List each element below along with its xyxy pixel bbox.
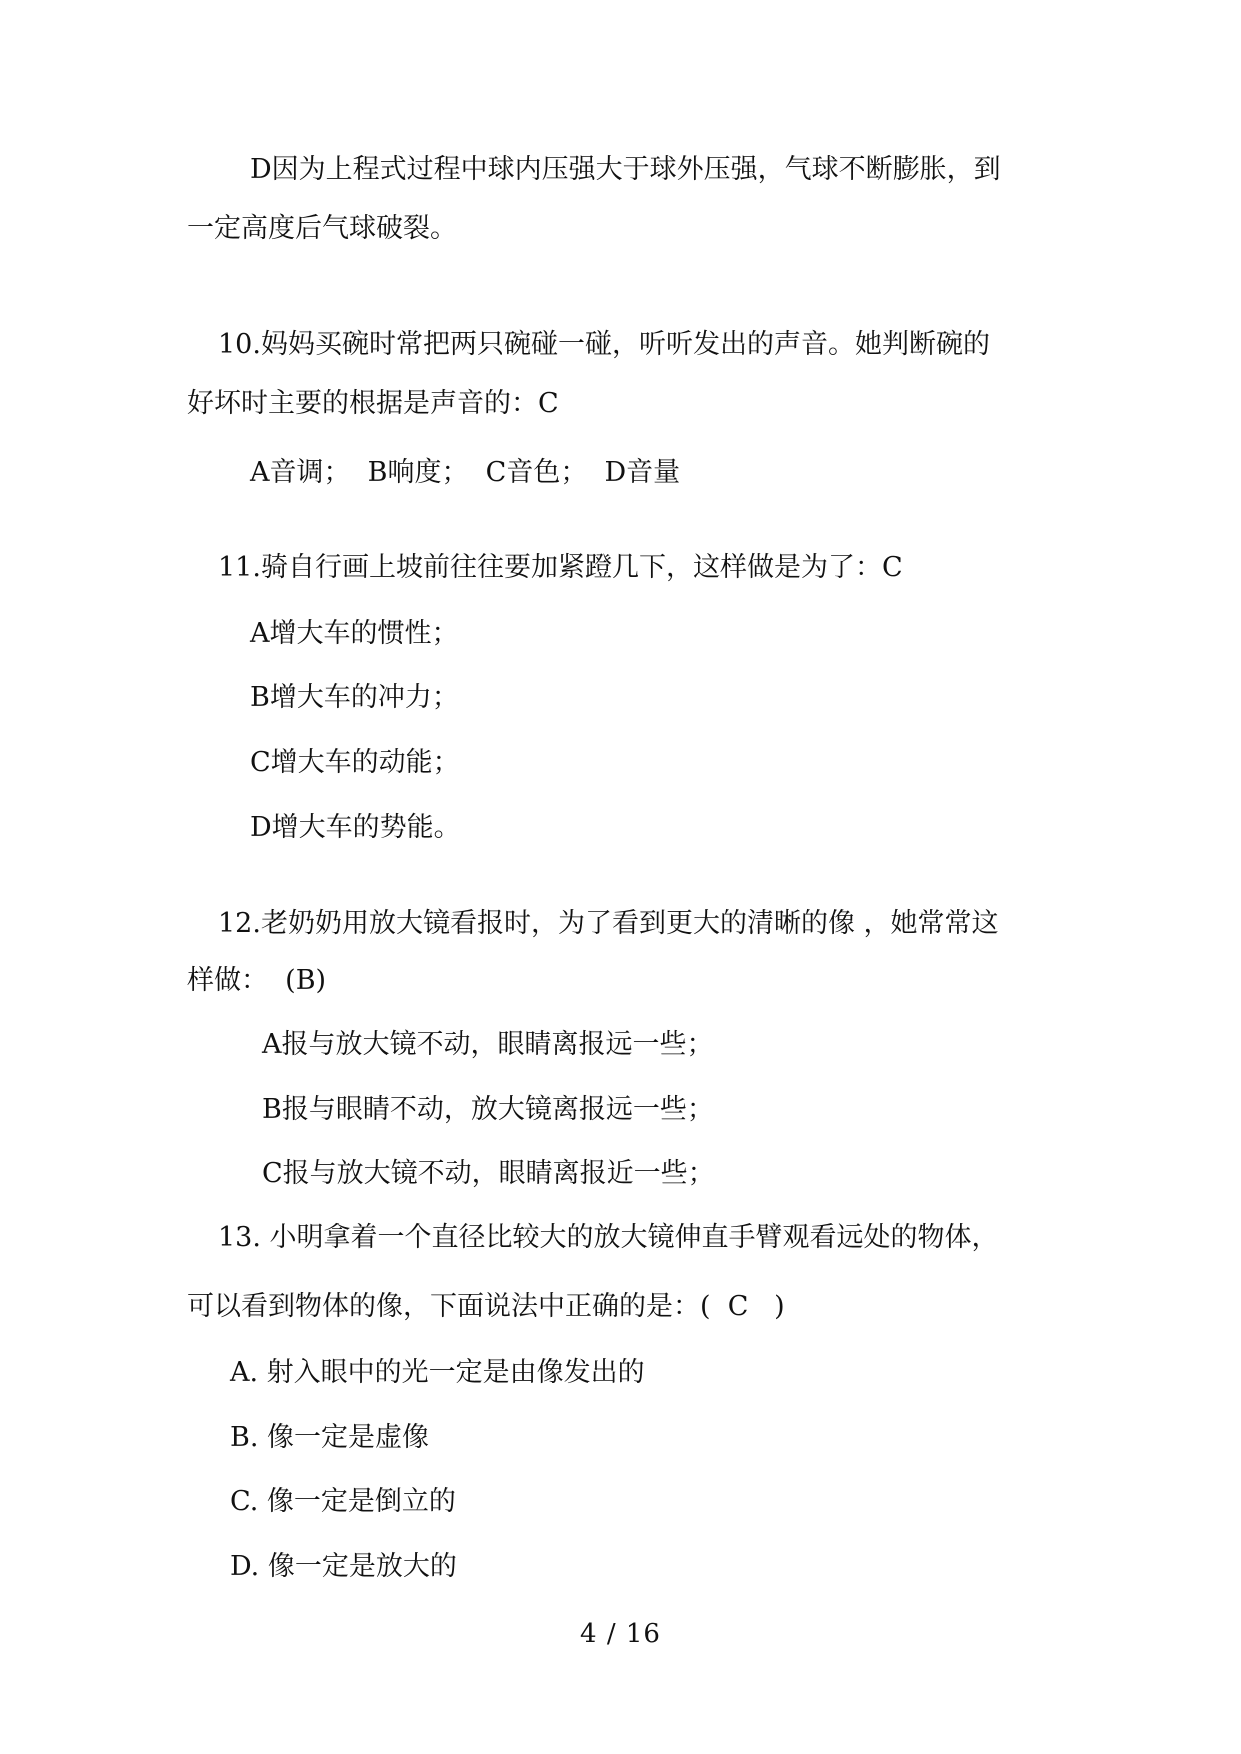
page-number: 4 / 16: [580, 1619, 661, 1649]
q11-stem: 11.骑自行画上坡前往往要加紧蹬几下，这样做是为了：C: [218, 552, 903, 583]
q9-option-d-line2: 一定高度后气球破裂。: [187, 213, 457, 244]
q13-stem-line1: 13. 小明拿着一个直径比较大的放大镜伸直手臂观看远处的物体，: [218, 1222, 999, 1253]
q13-stem-line2: 可以看到物体的像，下面说法中正确的是：( C ): [187, 1291, 785, 1322]
q12-stem-line2: 样做： (B): [187, 965, 327, 996]
q11-option-b: B增大车的冲力；: [250, 682, 459, 713]
q9-option-d-line1: D因为上程式过程中球内压强大于球外压强，气球不断膨胀，到: [250, 154, 1001, 185]
q13-option-a: A. 射入眼中的光一定是由像发出的: [230, 1357, 645, 1388]
q10-stem-line1: 10.妈妈买碗时常把两只碗碰一碰，听听发出的声音。她判断碗的: [218, 329, 990, 360]
q10-options: A音调； B响度； C音色； D音量: [250, 457, 681, 488]
q10-stem-line2: 好坏时主要的根据是声音的：C: [187, 388, 559, 419]
q11-option-a: A增大车的惯性；: [250, 618, 459, 649]
q12-option-c: C报与放大镜不动，眼睛离报近一些；: [262, 1158, 715, 1189]
q11-option-c: C增大车的动能；: [250, 747, 460, 778]
q13-option-b: B. 像一定是虚像: [230, 1422, 430, 1453]
q12-option-b: B报与眼睛不动，放大镜离报远一些；: [262, 1094, 714, 1125]
q12-option-a: A报与放大镜不动，眼睛离报远一些；: [262, 1029, 714, 1060]
q12-stem-line1: 12.老奶奶用放大镜看报时，为了看到更大的清晰的像 ，她常常这: [218, 908, 999, 939]
q13-option-d: D. 像一定是放大的: [230, 1551, 457, 1582]
q13-option-c: C. 像一定是倒立的: [230, 1486, 456, 1517]
q11-option-d: D增大车的势能。: [250, 812, 461, 843]
